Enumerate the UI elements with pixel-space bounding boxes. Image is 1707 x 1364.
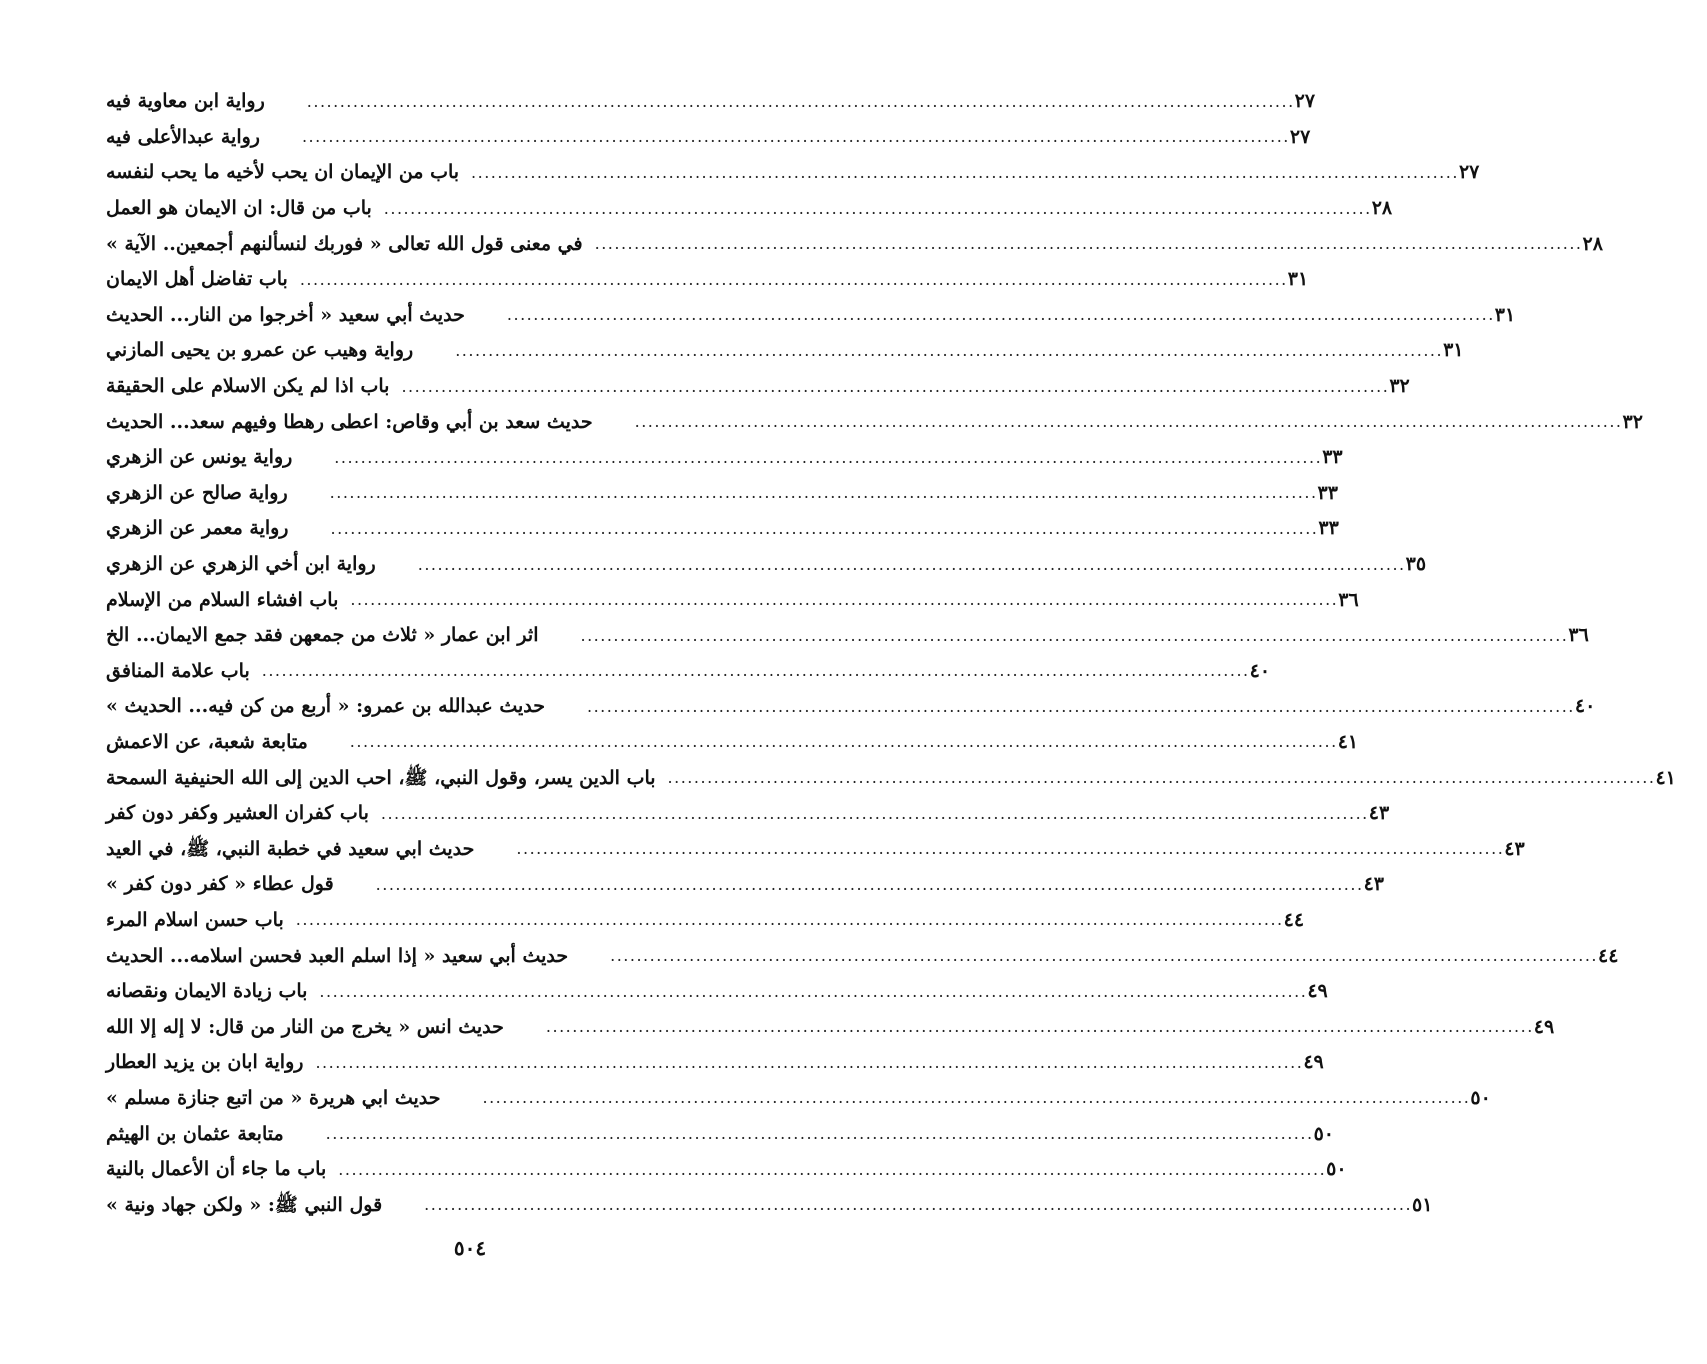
- toc-entry: [96, 1081, 1491, 1117]
- toc-entry-title: رواية معمر عن الزهري: [106, 517, 289, 540]
- leader-dots: ......................................................................................................................................................: [383, 198, 1372, 218]
- toc-entry-title: باب افشاء السلام من الإسلام: [106, 588, 339, 611]
- toc-entry: [96, 582, 1359, 618]
- leader-dots: ......................................................................................................................................................: [545, 1017, 1534, 1037]
- toc-entry: [96, 1116, 1334, 1152]
- toc-entry-title: باب من الإيمان ان يحب لأخيه ما يحب لنفسه: [106, 161, 460, 184]
- toc-entry-title: حديث أبي سعيد « أخرجوا من النار... الحديث: [106, 303, 465, 326]
- toc-entry-title: باب من قال: ان الايمان هو العمل: [106, 197, 372, 220]
- toc-entry: [96, 155, 1480, 191]
- toc-entry-page-number: ٢٧: [1294, 90, 1316, 113]
- leader-dots: ......................................................................................................................................................: [349, 732, 1338, 752]
- toc-entry: [96, 1187, 1433, 1223]
- toc-entry: [96, 84, 1316, 120]
- toc-entry-title: رواية عبدالأعلى فيه: [106, 125, 260, 148]
- toc-entry: [96, 1045, 1324, 1081]
- toc-entry: [96, 440, 1343, 476]
- toc-entry-page-number: ٣١: [1443, 339, 1464, 362]
- toc-entry-title: باب الدين يسر، وقول النبي، ﷺ، احب الدين إلى الله الحنيفية السمحة: [106, 766, 656, 789]
- leader-dots: ......................................................................................................................................................: [587, 696, 1575, 716]
- leader-dots: ......................................................................................................................................................: [338, 1159, 1327, 1179]
- toc-entry: [96, 120, 1311, 156]
- toc-entry-page-number: ٤٠: [1249, 659, 1271, 682]
- toc-entry: [96, 760, 1676, 796]
- toc-entry-title: باب اذا لم يكن الاسلام على الحقيقة: [106, 375, 390, 398]
- leader-dots: ......................................................................................................................................................: [610, 946, 1599, 966]
- leader-dots: ......................................................................................................................................................: [299, 269, 1288, 289]
- toc-entry-title: في معنى قول الله تعالى « فوربك لنسألنهم أجمعين.. الآية »: [106, 232, 583, 255]
- toc-entry-title: باب كفران العشير وكفر دون كفر: [106, 802, 369, 825]
- table-of-contents: [96, 84, 1676, 1223]
- toc-entry: [96, 796, 1390, 832]
- page-number: ٥٠٤: [453, 1236, 487, 1260]
- leader-dots: ......................................................................................................................................................: [417, 554, 1406, 574]
- leader-dots: ......................................................................................................................................................: [306, 91, 1295, 111]
- leader-dots: ......................................................................................................................................................: [295, 910, 1284, 930]
- toc-entry: [96, 547, 1427, 583]
- toc-entry-title: باب زيادة الايمان ونقصانه: [106, 980, 308, 1003]
- leader-dots: ......................................................................................................................................................: [580, 625, 1569, 645]
- toc-entry: [96, 654, 1271, 690]
- toc-entry: [96, 938, 1619, 974]
- toc-entry-title: باب تفاضل أهل الايمان: [106, 268, 288, 291]
- toc-entry-title: حديث سعد بن أبي وقاص: اعطى رهطا وفيهم سعد... الحديث: [106, 410, 593, 433]
- leader-dots: ......................................................................................................................................................: [380, 803, 1369, 823]
- toc-entry-title: قول عطاء « كفر دون كفر »: [106, 873, 334, 896]
- leader-dots: ......................................................................................................................................................: [334, 447, 1323, 467]
- toc-entry: [96, 191, 1393, 227]
- toc-entry-title: باب حسن اسلام المرء: [106, 908, 284, 931]
- toc-entry: [96, 298, 1516, 334]
- toc-entry-page-number: ٤٤: [1283, 908, 1305, 931]
- toc-entry: [96, 725, 1359, 761]
- toc-entry-title: رواية ابن معاوية فيه: [106, 90, 265, 113]
- leader-dots: ......................................................................................................................................................: [667, 768, 1656, 788]
- toc-entry-title: متابعة شعبة، عن الاعمش: [106, 730, 308, 753]
- toc-entry-title: حديث انس « يخرج من النار من قال: لا إله إلا الله: [106, 1015, 504, 1038]
- toc-entry-page-number: ٢٧: [1289, 125, 1311, 148]
- leader-dots: ......................................................................................................................................................: [375, 874, 1364, 894]
- leader-dots: ......................................................................................................................................................: [401, 376, 1390, 396]
- toc-entry: [96, 831, 1525, 867]
- toc-entry-page-number: ٢٨: [1371, 197, 1393, 220]
- toc-entry-title: حديث أبي سعيد « إذا اسلم العبد فحسن اسلامه... الحديث: [106, 944, 569, 967]
- toc-entry: [96, 404, 1643, 440]
- toc-entry: [96, 618, 1589, 654]
- toc-entry-title: متابعة عثمان بن الهيثم: [106, 1122, 284, 1145]
- toc-entry: [96, 1152, 1347, 1188]
- toc-entry: [96, 867, 1384, 903]
- leader-dots: ......................................................................................................................................................: [315, 1052, 1304, 1072]
- toc-entry-title: حديث ابي سعيد في خطبة النبي، ﷺ، في العيد: [106, 837, 475, 860]
- toc-entry-title: رواية ابن أخي الزهري عن الزهري: [106, 553, 376, 576]
- leader-dots: ......................................................................................................................................................: [506, 305, 1495, 325]
- toc-entry-page-number: ٢٨: [1582, 232, 1603, 255]
- toc-entry-title: رواية وهيب عن عمرو بن يحيى المازني: [106, 339, 414, 362]
- toc-entry-page-number: ٥٠: [1326, 1158, 1347, 1181]
- toc-entry: [96, 903, 1305, 939]
- toc-entry-page-number: ٤٣: [1504, 837, 1525, 860]
- toc-entry-page-number: ٥٠: [1313, 1122, 1334, 1145]
- toc-entry: [96, 226, 1603, 262]
- toc-entry-title: باب ما جاء أن الأعمال بالنية: [106, 1158, 327, 1181]
- toc-entry-title: باب علامة المنافق: [106, 659, 250, 682]
- leader-dots: ......................................................................................................................................................: [482, 1088, 1471, 1108]
- toc-entry-page-number: ٣٣: [1318, 517, 1339, 540]
- toc-entry-page-number: ٣٥: [1405, 553, 1427, 576]
- leader-dots: ......................................................................................................................................................: [424, 1195, 1413, 1215]
- toc-entry-page-number: ٣٣: [1317, 481, 1338, 504]
- leader-dots: ......................................................................................................................................................: [594, 234, 1583, 254]
- toc-entry-page-number: ٤٤: [1598, 944, 1619, 967]
- toc-entry-page-number: ٣٦: [1338, 588, 1359, 611]
- leader-dots: ......................................................................................................................................................: [301, 127, 1290, 147]
- toc-entry-page-number: ٤١: [1655, 766, 1676, 789]
- toc-entry-page-number: ٤٩: [1533, 1015, 1555, 1038]
- toc-entry-page-number: ٣٣: [1322, 446, 1343, 469]
- toc-entry: [96, 369, 1410, 405]
- toc-entry-page-number: ٥٠: [1470, 1086, 1491, 1109]
- toc-entry-title: قول النبي ﷺ: « ولكن جهاد ونية »: [106, 1193, 383, 1216]
- toc-entry-title: اثر ابن عمار « ثلاث من جمعهن فقد جمع الايمان... الخ: [106, 624, 539, 647]
- toc-entry-page-number: ٢٧: [1458, 161, 1480, 184]
- toc-entry-title: حديث ابي هريرة « من اتبع جنازة مسلم »: [106, 1086, 441, 1109]
- leader-dots: ......................................................................................................................................................: [634, 412, 1623, 432]
- toc-entry: [96, 333, 1464, 369]
- toc-entry-page-number: ٣٢: [1622, 410, 1643, 433]
- leader-dots: ......................................................................................................................................................: [516, 839, 1505, 859]
- toc-entry: [96, 974, 1328, 1010]
- toc-entry-page-number: ٤٩: [1303, 1051, 1324, 1074]
- toc-entry-page-number: ٣١: [1287, 268, 1309, 291]
- leader-dots: ......................................................................................................................................................: [329, 483, 1318, 503]
- toc-entry-page-number: ٤١: [1337, 730, 1359, 753]
- toc-entry-title: حديث عبدالله بن عمرو: « أربع من كن فيه... الحديث »: [106, 695, 545, 718]
- toc-entry-page-number: ٤٣: [1363, 873, 1384, 896]
- leader-dots: ......................................................................................................................................................: [261, 661, 1250, 681]
- toc-entry-page-number: ٤٩: [1307, 980, 1328, 1003]
- toc-entry: [96, 476, 1338, 512]
- toc-entry: [96, 511, 1339, 547]
- leader-dots: ......................................................................................................................................................: [319, 981, 1308, 1001]
- toc-entry-page-number: ٤٠: [1574, 695, 1596, 718]
- toc-entry: [96, 1009, 1555, 1045]
- leader-dots: ......................................................................................................................................................: [455, 340, 1444, 360]
- toc-entry-page-number: ٣٢: [1389, 375, 1410, 398]
- toc-entry: [96, 262, 1309, 298]
- leader-dots: ......................................................................................................................................................: [350, 590, 1339, 610]
- toc-entry-title: رواية يونس عن الزهري: [106, 446, 293, 469]
- toc-entry: [96, 689, 1596, 725]
- toc-entry-title: رواية ابان بن يزيد العطار: [106, 1051, 304, 1074]
- leader-dots: ......................................................................................................................................................: [325, 1124, 1314, 1144]
- toc-entry-page-number: ٣١: [1494, 303, 1516, 326]
- toc-entry-title: رواية صالح عن الزهري: [106, 481, 288, 504]
- leader-dots: ......................................................................................................................................................: [330, 518, 1319, 538]
- toc-entry-page-number: ٥١: [1412, 1193, 1433, 1216]
- toc-entry-page-number: ٣٦: [1568, 624, 1589, 647]
- leader-dots: ......................................................................................................................................................: [471, 162, 1459, 182]
- toc-entry-page-number: ٤٣: [1368, 802, 1390, 825]
